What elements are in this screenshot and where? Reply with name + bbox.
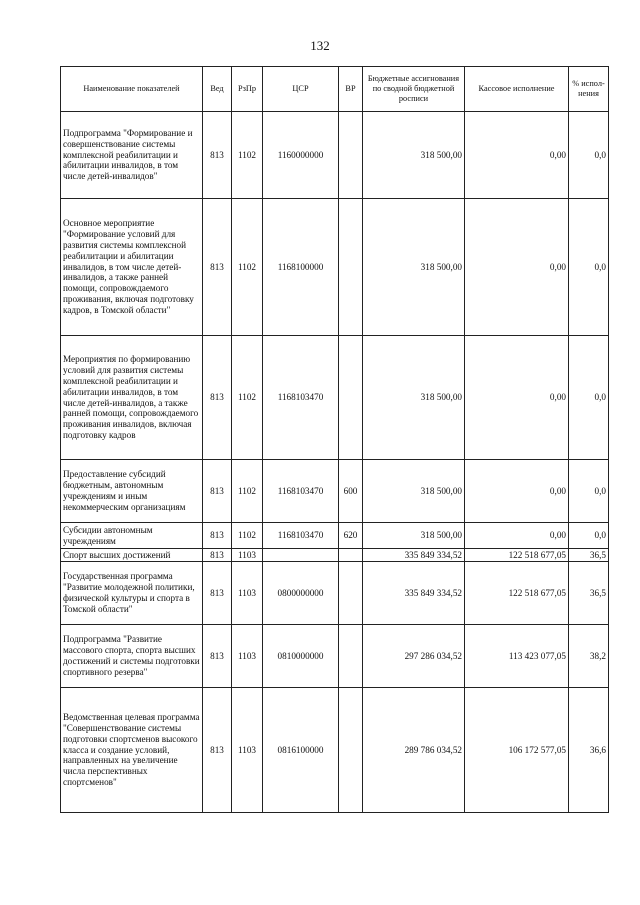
row-percent: 38,2 [569,625,609,688]
row-csr [263,549,339,562]
header-row [61,67,609,112]
row-name: Субсидии автономным учреждениям [61,523,203,549]
row-cash-execution: 122 518 677,05 [465,549,569,562]
row-name: Ведомственная целевая программа "Совершенствование системы подготовки спортсменов высокого класса и создание условий, направленных на увеличение числа перспективных спортсменов" [61,688,203,813]
budget-table [60,66,609,813]
row-ved: 813 [203,336,232,460]
row-csr: 0810000000 [263,625,339,688]
row-percent: 0,0 [569,336,609,460]
row-percent: 36,5 [569,562,609,625]
row-ved: 813 [203,625,232,688]
row-vr: 620 [339,523,363,549]
row-cash-execution: 122 518 677,05 [465,562,569,625]
table-row [61,112,609,199]
row-percent: 0,0 [569,523,609,549]
table-row [61,523,609,549]
row-rzpr: 1102 [232,523,263,549]
row-csr: 1168103470 [263,460,339,523]
row-csr: 1168100000 [263,199,339,336]
row-assignments: 335 849 334,52 [363,549,465,562]
row-percent: 0,0 [569,199,609,336]
row-vr [339,549,363,562]
table-row [61,688,609,813]
header-cash-execution: Кассовое исполнение [465,67,569,112]
row-ved: 813 [203,562,232,625]
row-vr [339,112,363,199]
header-rzpr: РзПр [232,67,263,112]
row-assignments: 318 500,00 [363,199,465,336]
row-csr: 1168103470 [263,523,339,549]
row-percent: 0,0 [569,460,609,523]
row-name: Государственная программа "Развитие молодежной политики, физической культуры и спорта в Томской области" [61,562,203,625]
row-cash-execution: 106 172 577,05 [465,688,569,813]
row-assignments: 335 849 334,52 [363,562,465,625]
row-assignments: 318 500,00 [363,523,465,549]
row-assignments: 318 500,00 [363,112,465,199]
row-vr [339,625,363,688]
row-csr: 0816100000 [263,688,339,813]
row-name: Спорт высших достижений [61,549,203,562]
table-row [61,625,609,688]
row-rzpr: 1102 [232,199,263,336]
header-assignments: Бюджетные ассигнования по сводной бюджетной росписи [363,67,465,112]
table-row [61,199,609,336]
row-percent: 36,5 [569,549,609,562]
row-vr [339,562,363,625]
table-row [61,336,609,460]
row-assignments: 297 286 034,52 [363,625,465,688]
row-vr [339,688,363,813]
row-vr: 600 [339,460,363,523]
row-rzpr: 1103 [232,688,263,813]
row-ved: 813 [203,549,232,562]
row-rzpr: 1102 [232,336,263,460]
row-ved: 813 [203,112,232,199]
row-csr: 1168103470 [263,336,339,460]
row-cash-execution: 0,00 [465,336,569,460]
row-ved: 813 [203,688,232,813]
row-percent: 36,6 [569,688,609,813]
row-percent: 0,0 [569,112,609,199]
row-name: Подпрограмма "Формирование и совершенствование системы комплексной реабилитации и абилитации инвалидов, в том числе детей-инвалидов" [61,112,203,199]
row-rzpr: 1102 [232,460,263,523]
row-name: Предоставление субсидий бюджетным, автономным учреждениям и иным некоммерческим организациям [61,460,203,523]
row-rzpr: 1103 [232,549,263,562]
row-ved: 813 [203,523,232,549]
row-rzpr: 1103 [232,625,263,688]
header-percent-execution: % испол-нения [569,67,609,112]
row-assignments: 289 786 034,52 [363,688,465,813]
row-ved: 813 [203,199,232,336]
row-ved: 813 [203,460,232,523]
row-cash-execution: 113 423 077,05 [465,625,569,688]
row-cash-execution: 0,00 [465,199,569,336]
row-csr: 1160000000 [263,112,339,199]
page-number: 132 [310,38,330,53]
row-vr [339,336,363,460]
header-ved: Вед [203,67,232,112]
header-name: Наименование показателей [61,67,203,112]
table-row [61,549,609,562]
row-cash-execution: 0,00 [465,112,569,199]
row-assignments: 318 500,00 [363,336,465,460]
row-name: Мероприятия по формированию условий для развития системы комплексной реабилитации и абилитации инвалидов, в том числе детей-инвалидов, а также ранней помощи, сопровождаемого проживания инвалидов, включая подготовку кадров [61,336,203,460]
row-cash-execution: 0,00 [465,523,569,549]
row-name: Основное мероприятие "Формирование условий для развития системы комплексной реабилитации и абилитации инвалидов, в том числе детей-инвалидов, а также ранней помощи, сопровождаемого проживания, включая подготовку кадров, в Томской области" [61,199,203,336]
row-cash-execution: 0,00 [465,460,569,523]
row-name: Подпрограмма "Развитие массового спорта, спорта высших достижений и системы подготовки спортивного резерва" [61,625,203,688]
row-assignments: 318 500,00 [363,460,465,523]
header-vr: ВР [339,67,363,112]
row-rzpr: 1103 [232,562,263,625]
row-vr [339,199,363,336]
table-row [61,460,609,523]
header-csr: ЦСР [263,67,339,112]
row-csr: 0800000000 [263,562,339,625]
row-rzpr: 1102 [232,112,263,199]
table-row [61,562,609,625]
